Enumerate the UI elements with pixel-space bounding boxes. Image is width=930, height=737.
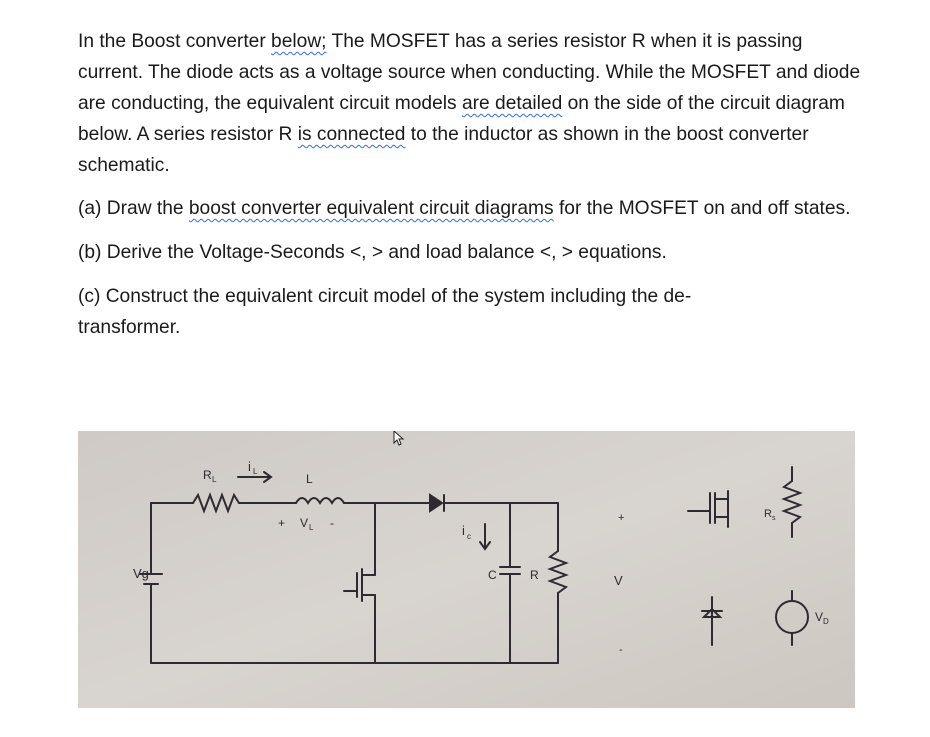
load-resistor-label: R [530, 568, 539, 582]
il-subscript: L [253, 467, 258, 476]
vl-subscript: L [309, 523, 314, 532]
circuit-photo [78, 431, 855, 708]
v-minus: - [619, 644, 623, 656]
question-a-text: (a) Draw the [78, 198, 189, 219]
spellcheck-word[interactable]: are detailed [461, 93, 563, 114]
vl-minus: - [330, 516, 334, 530]
il-label: i [248, 459, 251, 474]
vd-label: V [815, 610, 824, 624]
rs-label: R [764, 508, 772, 520]
vg-label: Vg [133, 566, 149, 581]
ic-label: i [462, 523, 465, 538]
question-c: (c) Construct the equivalent circuit model of the system including the de-transformer. [78, 286, 692, 338]
question-b: (b) Derive the Voltage-Seconds <, > and load balance <, > equations. [78, 242, 667, 263]
rs-subscript: s [772, 515, 776, 522]
question-a-text: for the MOSFET on and off states. [553, 198, 851, 219]
spellcheck-word[interactable]: is connected [297, 124, 406, 145]
intro-text: The MOSFET has a series resistor R when it is passing current. The diode acts as a voltage source when conducting. While the MOSFET and diode are conducting, the equivalent circuit models [78, 31, 861, 114]
spellcheck-phrase[interactable]: boost converter equivalent circuit diagrams [188, 198, 554, 219]
vl-plus: + [278, 516, 286, 530]
intro-paragraph [78, 26, 868, 181]
problem-text [78, 26, 868, 343]
rl-subscript: L [212, 475, 217, 484]
ic-subscript: c [467, 532, 471, 541]
inductor-label: L [306, 472, 313, 486]
vl-label: V [300, 516, 309, 530]
intro-text: In the Boost converter [78, 31, 272, 52]
v-plus: + [618, 512, 625, 524]
intro-text: to the inductor as shown in the boost converter schematic. [78, 124, 809, 176]
rl-label: R [203, 468, 212, 482]
vd-subscript: D [823, 617, 829, 626]
spellcheck-word[interactable]: below; [271, 31, 327, 52]
intro-text: on the side of the circuit diagram below. A series resistor R [78, 93, 845, 145]
boost-converter-schematic [78, 431, 855, 708]
v-label: V [614, 573, 623, 588]
capacitor-label: C [488, 568, 497, 582]
paper-background [78, 431, 855, 708]
question-a [78, 193, 868, 224]
